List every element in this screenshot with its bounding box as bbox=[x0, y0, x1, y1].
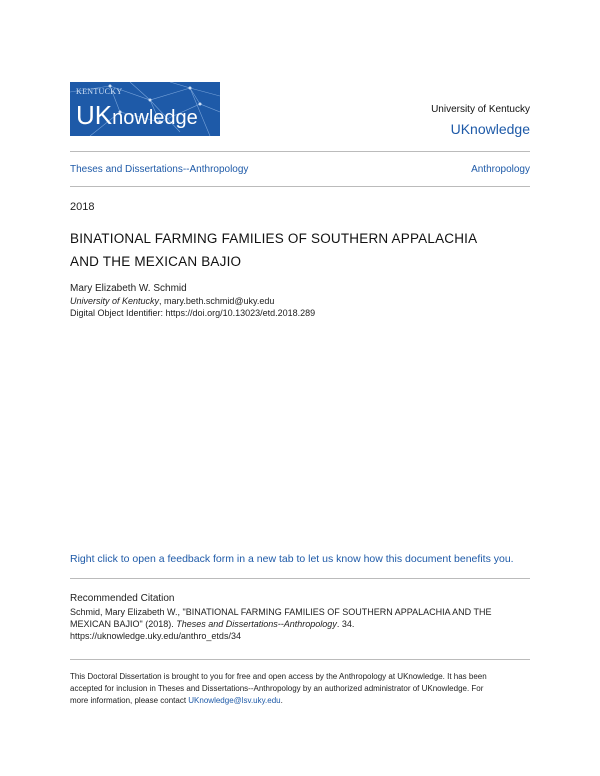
divider bbox=[70, 659, 530, 660]
citation-text bbox=[70, 606, 530, 642]
divider bbox=[70, 151, 530, 152]
repository-link[interactable]: UKnowledge bbox=[450, 121, 530, 137]
contact-email-link[interactable]: UKnowledge@lsv.uky.edu bbox=[188, 696, 281, 705]
affiliation-name: University of Kentucky bbox=[70, 296, 160, 306]
title-line-1: BINATIONAL FARMING FAMILIES OF SOUTHERN APPALACHIA bbox=[70, 231, 478, 246]
logo-knowledge: nowledge bbox=[112, 107, 198, 129]
notice-line-2: accepted for inclusion in Theses and Dissertations--Anthropology by an authorized administrator of UKnowledge. For bbox=[70, 684, 484, 693]
notice-line-3 bbox=[70, 695, 532, 707]
repository-header bbox=[431, 104, 530, 137]
citation-line-2-pre: MEXICAN BAJIO" (2018). bbox=[70, 619, 177, 629]
collection-link[interactable]: Theses and Dissertations--Anthropology bbox=[70, 164, 249, 175]
citation-line-2-post: . 34. bbox=[336, 619, 355, 629]
author-affiliation bbox=[70, 296, 274, 306]
author-name: Mary Elizabeth W. Schmid bbox=[70, 283, 187, 294]
document-title bbox=[70, 227, 530, 273]
breadcrumb bbox=[70, 164, 530, 175]
uknowledge-logo[interactable] bbox=[70, 82, 220, 136]
department-link[interactable]: Anthropology bbox=[471, 164, 530, 175]
access-notice bbox=[70, 671, 532, 707]
citation-line-1: Schmid, Mary Elizabeth W., "BINATIONAL FARMING FAMILIES OF SOUTHERN APPALACHIA AND THE bbox=[70, 607, 492, 617]
citation-line-2 bbox=[70, 618, 530, 630]
logo-uk: UK bbox=[76, 100, 113, 130]
citation-heading: Recommended Citation bbox=[70, 593, 175, 604]
notice-line-3-post: . bbox=[280, 696, 283, 705]
notice-line-1: This Doctoral Dissertation is brought to you for free and open access by the Anthropology at UKnowledge. It has been bbox=[70, 672, 487, 681]
citation-series: Theses and Dissertations--Anthropology bbox=[176, 619, 337, 629]
logo-wordmark bbox=[76, 100, 198, 133]
divider bbox=[70, 578, 530, 579]
logo-kentucky-text: KENTUCKY bbox=[76, 87, 123, 96]
notice-line-3-pre: more information, please contact bbox=[70, 696, 189, 705]
citation-url[interactable]: https://uknowledge.uky.edu/anthro_etds/34 bbox=[70, 631, 241, 641]
title-line-2: AND THE MEXICAN BAJIO bbox=[70, 254, 242, 269]
feedback-link[interactable]: Right click to open a feedback form in a new tab to let us know how this document benefits you. bbox=[70, 553, 514, 565]
author-email: , mary.beth.schmid@uky.edu bbox=[159, 296, 275, 306]
university-name: University of Kentucky bbox=[431, 104, 530, 115]
doi-line[interactable]: Digital Object Identifier: https://doi.org/10.13023/etd.2018.289 bbox=[70, 308, 316, 318]
divider bbox=[70, 186, 530, 187]
publication-year: 2018 bbox=[70, 201, 95, 213]
